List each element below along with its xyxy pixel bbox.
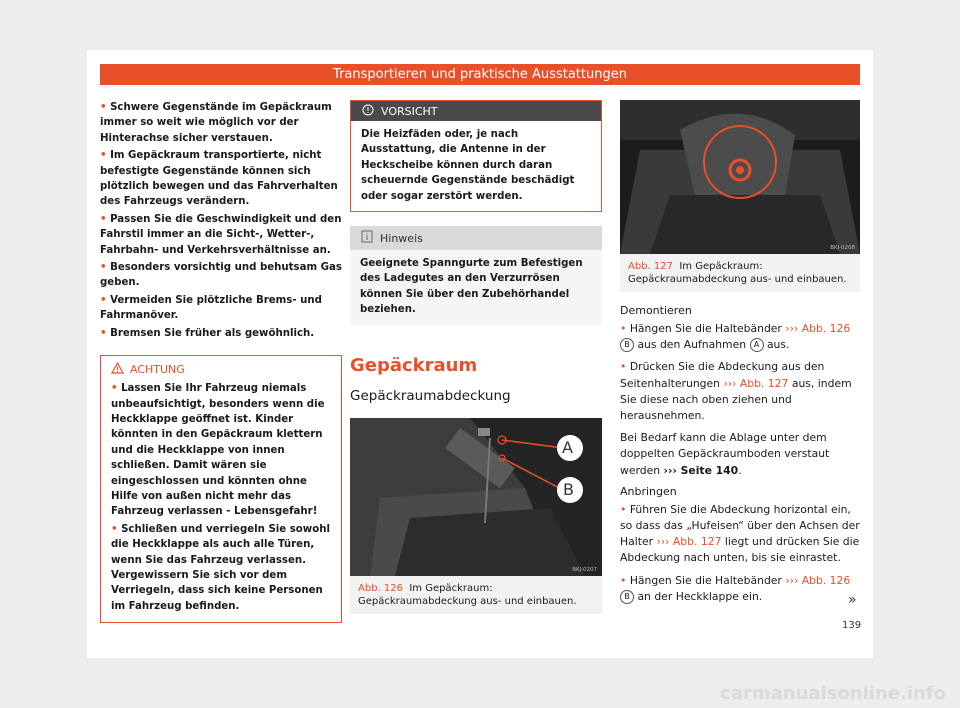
figure-label-b: B [563, 479, 574, 499]
list-item: • Hängen Sie die Haltebänder ››› Abb. 126 B aus den Aufnahmen A aus. [620, 322, 851, 352]
figure-126 [350, 418, 602, 614]
note-title: Hinweis [380, 231, 423, 245]
caution-title: VORSICHT [381, 104, 438, 118]
list-item: • Schwere Gegenstände im Gepäckraum immer so weit wie möglich vor der Hinterachse sicher verstauen. [100, 102, 332, 144]
page-reference-link[interactable]: ››› Seite 140 [663, 463, 739, 477]
list-item: • Führen Sie die Abdeckung horizontal ein, so dass das „Hufeisen“ über den Achsen der Halter ››› Abb. 127 liegt und drücken Sie die Abdeckung nach unten, bis sie einrastet. [620, 502, 860, 565]
callout-b: B [620, 338, 634, 352]
info-icon [360, 230, 374, 246]
note-text: Geeignete Spanngurte zum Befestigen des Ladegutes an den Verzurrösen können Sie über den Zubehörhandel beziehen. [360, 258, 583, 316]
list-item: • Lassen Sie Ihr Fahrzeug niemals unbeaufsichtigt, besonders wenn die Heckklappe geöffnet ist. Kinder könnten in den Gepäckraum klettern und die Heckklappe von innen schließen. Damit wären sie eingeschlossen und könnten ohne Hilfe von außen nicht mehr das Fahrzeug verlassen - Lebensgefahr! [111, 383, 325, 518]
figure-127 [620, 100, 860, 292]
column-left [100, 100, 342, 623]
list-item: • Vermeiden Sie plötzliche Brems- und Fahrmanöver. [100, 294, 322, 322]
figure-reference-link[interactable]: ››› Abb. 126 [785, 573, 851, 587]
watermark: carmanualsonline.info [720, 683, 946, 704]
list-item: • Schließen und verriegeln Sie sowohl die Heckklappe als auch alle Türen, wenn Sie das Fahrzeug verlassen. Vergewissern Sie sich vor dem Verriegeln, dass sich keine Personen im Fahrzeug befinden. [111, 523, 330, 612]
figure-label-a: A [562, 437, 573, 457]
figure-reference-link[interactable]: ››› Abb. 127 [723, 376, 789, 390]
install-heading: Anbringen [620, 484, 677, 498]
remove-heading: Demontieren [620, 304, 692, 317]
column-right [620, 100, 860, 611]
caution-text: Die Heizfäden oder, je nach Ausstattung, die Antenne in der Heckscheibe können durch daran scheuernde Gegenstände beschädigt oder sogar zerstört werden. [361, 129, 575, 202]
section-title: Gepäckraum [350, 354, 478, 376]
figure-code: BKJ-0207 [572, 566, 597, 573]
warning-triangle-icon [111, 362, 124, 377]
figure-image [350, 418, 602, 576]
list-item: • Im Gepäckraum transportierte, nicht befestigte Gegenstände können sich plötzlich bewegen und das Fahrverhalten des Fahrzeugs verändern. [100, 150, 338, 208]
warning-box [100, 355, 342, 623]
caution-circle-icon [361, 104, 375, 119]
figure-image [620, 100, 860, 254]
figure-caption: Abb. 127 Im Gepäckraum: Gepäckraumabdeckung aus- und einbauen. [620, 254, 860, 292]
caution-box [350, 100, 602, 212]
column-middle [350, 100, 602, 614]
warning-title: ACHTUNG [130, 363, 185, 377]
callout-b: B [620, 590, 634, 604]
figure-reference-link[interactable]: ››› Abb. 126 [785, 322, 851, 335]
subsection-title: Gepäckraumabdeckung [350, 387, 511, 404]
page-number: 139 [842, 620, 862, 631]
list-item: • Drücken Sie die Abdeckung aus den Seitenhalterungen ››› Abb. 127 aus, indem Sie diese nach oben ziehen und herausnehmen. [620, 360, 852, 423]
list-item: • Passen Sie die Geschwindigkeit und den Fahrstil immer an die Sicht-, Wetter-, Fahrbahn- und Verkehrsverhältnisse an. [100, 213, 342, 256]
note-box [350, 226, 602, 325]
list-item: • Besonders vorsichtig und behutsam Gas geben. [100, 262, 342, 289]
continue-mark: » [848, 592, 857, 608]
list-item: • Bremsen Sie früher als gewöhnlich. [100, 327, 315, 339]
list-item: • Hängen Sie die Haltebänder ››› Abb. 126 B an der Heckklappe ein. [620, 573, 851, 603]
figure-reference-link[interactable]: ››› Abb. 127 [656, 535, 722, 549]
page-header: Transportieren und praktische Ausstattungen [100, 64, 860, 85]
callout-a: A [750, 338, 764, 352]
paragraph: Bei Bedarf kann die Ablage unter dem doppelten Gepäckraumboden verstaut werden ››› Seite 140. [620, 431, 830, 477]
figure-caption: Abb. 126 Im Gepäckraum: Gepäckraumabdeckung aus- und einbauen. [350, 576, 602, 614]
figure-code: BKJ-0208 [830, 245, 855, 251]
